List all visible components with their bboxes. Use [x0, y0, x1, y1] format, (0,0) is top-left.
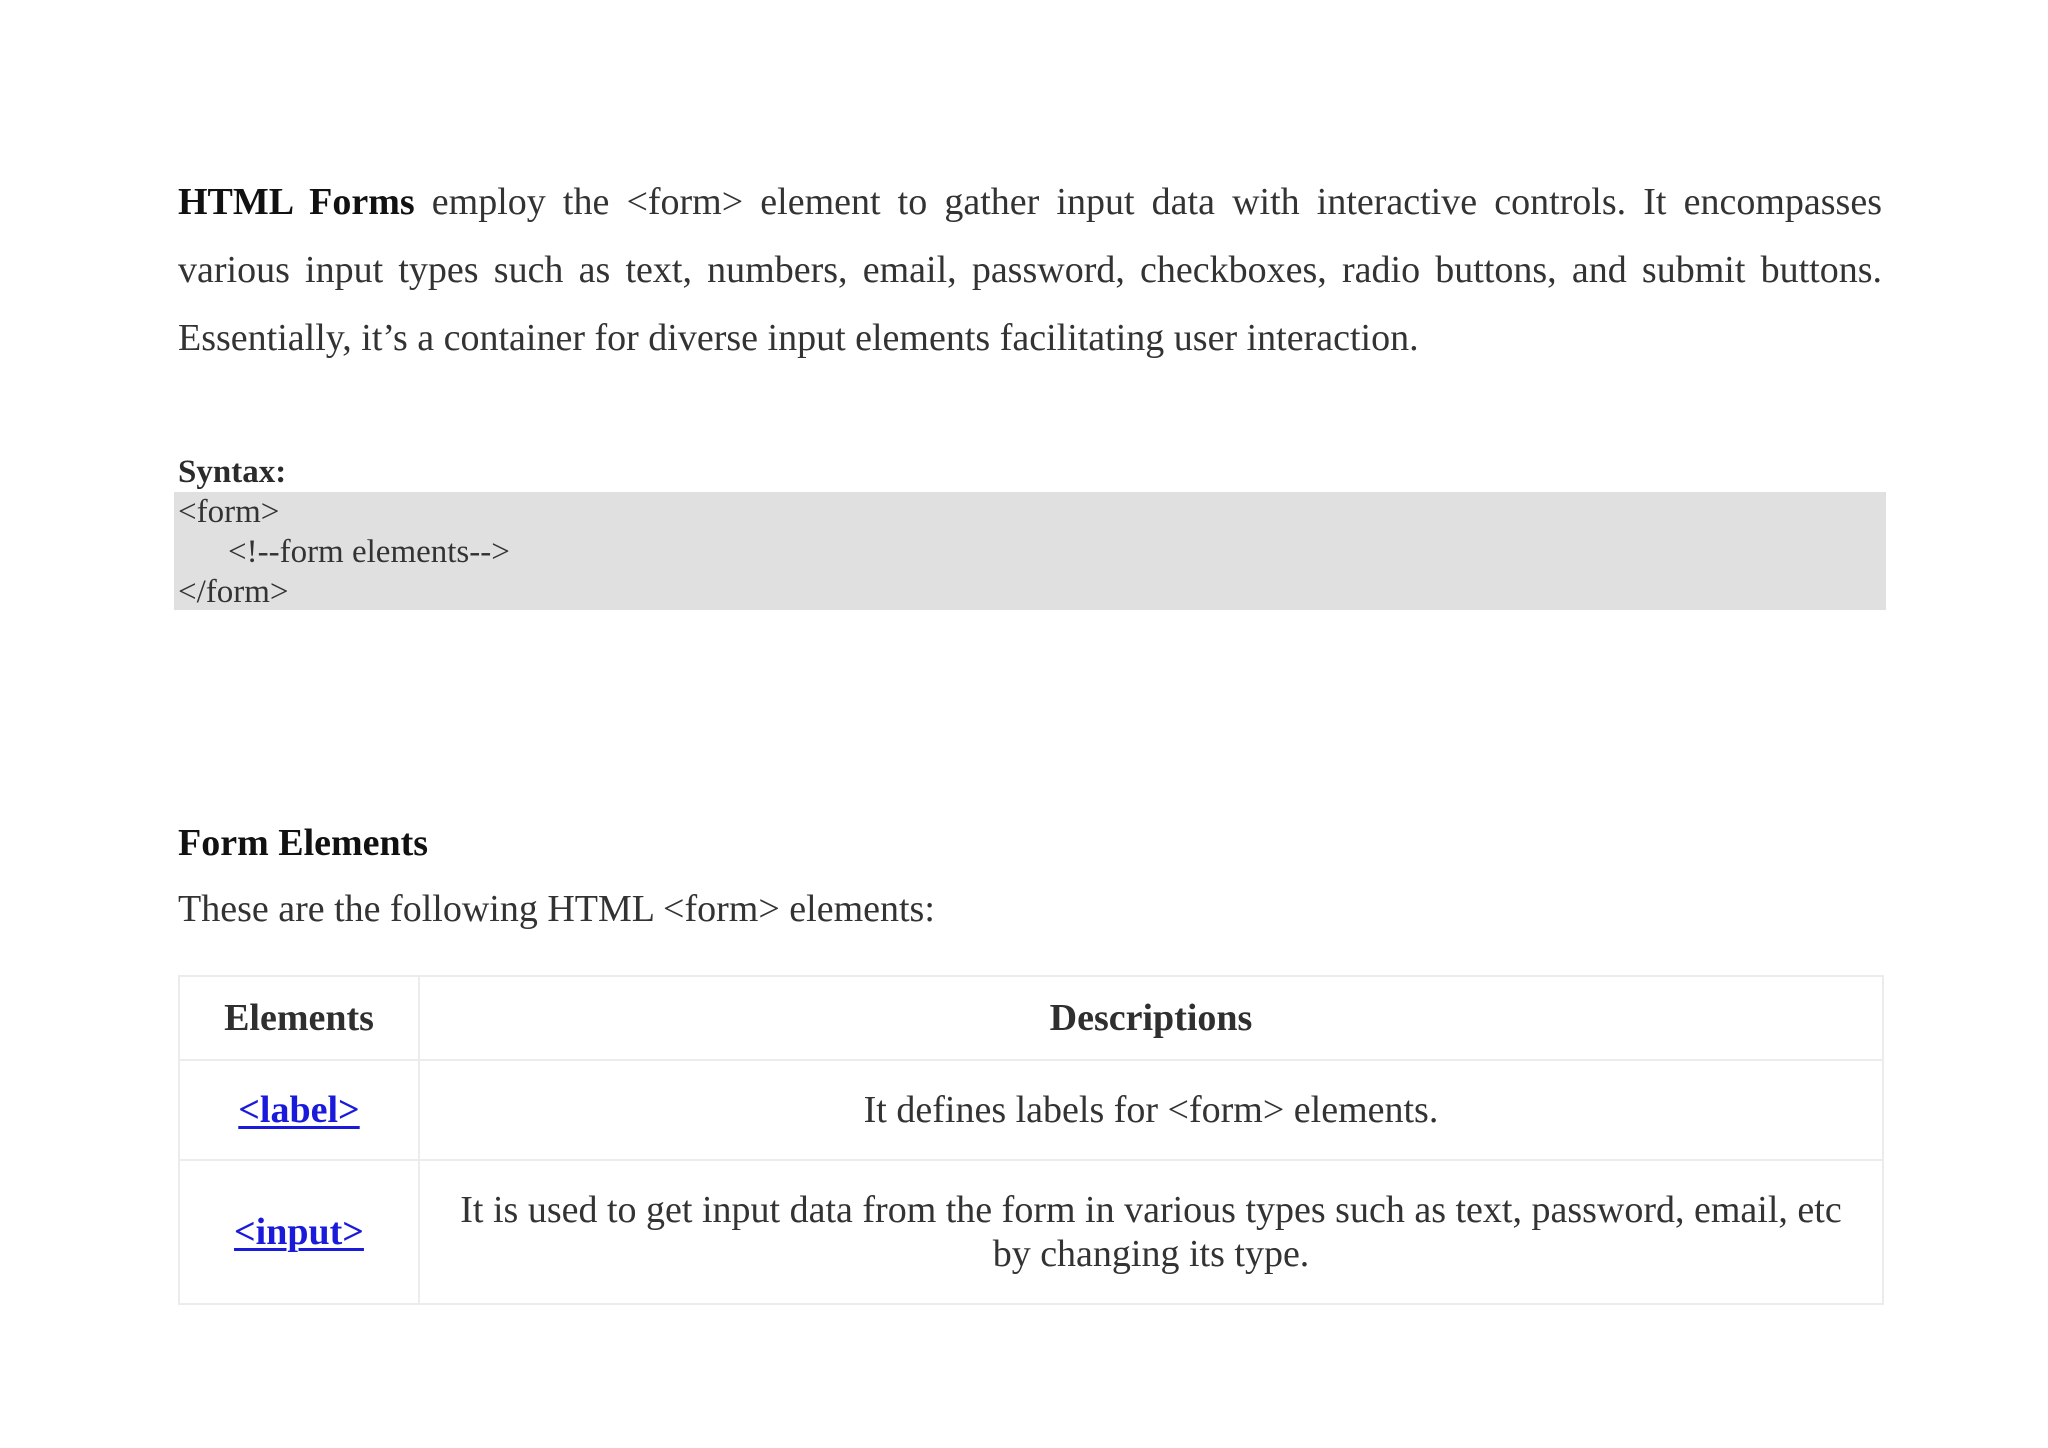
syntax-code-block: [174, 492, 1886, 610]
table-row: [179, 1060, 1883, 1160]
form-elements-table: [178, 975, 1884, 1305]
table-row: [179, 1160, 1883, 1304]
code-line: <form>: [178, 494, 280, 530]
intro-paragraph: [178, 168, 1882, 372]
code-line: </form>: [178, 574, 289, 610]
column-header-elements: Elements: [179, 976, 419, 1060]
table-header-row: [179, 976, 1883, 1060]
element-cell: [179, 1160, 419, 1304]
column-header-descriptions: Descriptions: [419, 976, 1883, 1060]
section-intro: These are the following HTML <form> elements:: [178, 888, 935, 930]
syntax-label: Syntax:: [178, 454, 287, 490]
description-cell: It defines labels for <form> elements.: [419, 1060, 1883, 1160]
description-cell: It is used to get input data from the form in various types such as text, password, email, etc by changing its type.: [419, 1160, 1883, 1304]
label-element-link[interactable]: <label>: [238, 1089, 360, 1131]
intro-text: employ the <form> element to gather input data with interactive controls. It encompasses various input types such as text, numbers, email, password, checkboxes, radio buttons, and submit buttons. Essentially, it’s a container for diverse input elements facilitating user interaction.: [178, 181, 1882, 359]
intro-bold-lead: HTML Forms: [178, 181, 415, 223]
section-heading: Form Elements: [178, 822, 429, 864]
input-element-link[interactable]: <input>: [234, 1211, 364, 1253]
code-line: <!--form elements-->: [228, 534, 510, 570]
element-cell: [179, 1060, 419, 1160]
